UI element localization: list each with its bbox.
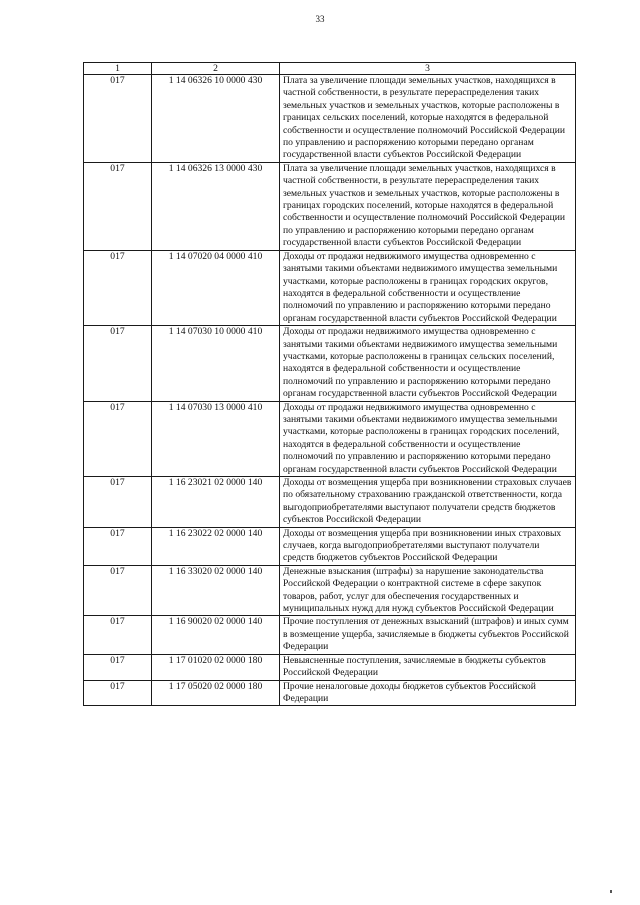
revenue-name-cell: Прочие поступления от денежных взысканий (штрафов) и иных сумм в возмещение ущерба, зачисляемые в бюджеты субъектов Российской Федерации xyxy=(280,616,576,654)
budget-code-cell: 1 14 06326 13 0000 430 xyxy=(152,162,280,250)
table-row xyxy=(84,616,576,654)
column-header-2: 2 xyxy=(152,63,280,75)
budget-code-cell: 1 14 07030 13 0000 410 xyxy=(152,401,280,476)
table-row xyxy=(84,680,576,706)
admin-code-cell: 017 xyxy=(84,401,152,476)
budget-code-cell: 1 14 07030 10 0000 410 xyxy=(152,326,280,401)
admin-code-cell: 017 xyxy=(84,326,152,401)
revenue-name-cell: Плата за увеличение площади земельных участков, находящихся в частной собственности, в результате перераспределения таких земельных участков и земельных участков, которые расположены в границах городских поселений, которые находятся в федеральной собственности и осуществление полномочий Российской Федерации по управлению и распоряжению которыми передано органам государственной власти субъектов Российской Федерации xyxy=(280,162,576,250)
budget-code-cell: 1 14 06326 10 0000 430 xyxy=(152,75,280,163)
admin-code-cell: 017 xyxy=(84,565,152,616)
admin-code-cell: 017 xyxy=(84,654,152,680)
table-row xyxy=(84,401,576,476)
table-row xyxy=(84,250,576,325)
budget-code-cell: 1 16 23021 02 0000 140 xyxy=(152,477,280,528)
budget-code-cell: 1 14 07020 04 0000 410 xyxy=(152,250,280,325)
table-row xyxy=(84,75,576,163)
table-row xyxy=(84,477,576,528)
revenue-name-cell: Доходы от возмещения ущерба при возникновении страховых случаев по обязательному страхованию гражданской ответственности, когда выгодоприобретателями выступают получатели средств бюджетов субъектов Российской Федерации xyxy=(280,477,576,528)
revenue-name-cell: Доходы от возмещения ущерба при возникновении иных страховых случаев, когда выгодоприобретателями выступают получатели средств бюджетов субъектов Российской Федерации xyxy=(280,527,576,565)
table-row xyxy=(84,565,576,616)
budget-code-cell: 1 16 90020 02 0000 140 xyxy=(152,616,280,654)
admin-code-cell: 017 xyxy=(84,616,152,654)
column-header-3: 3 xyxy=(280,63,576,75)
revenue-name-cell: Плата за увеличение площади земельных участков, находящихся в частной собственности, в результате перераспределения таких земельных участков и земельных участков, которые расположены в границах сельских поселений, которые находятся в федеральной собственности и осуществление полномочий Российской Федерации по управлению и распоряжению которыми передано органам государственной власти субъектов Российской Федерации xyxy=(280,75,576,163)
table-header-row xyxy=(84,63,576,75)
revenue-name-cell: Невыясненные поступления, зачисляемые в бюджеты субъектов Российской Федерации xyxy=(280,654,576,680)
revenue-name-cell: Доходы от продажи недвижимого имущества одновременно с занятыми такими объектами недвижимого имущества земельными участками, которые расположены в границах сельских поселений, находятся в федеральной собственности и осуществление полномочий по управлению и распоряжению которыми передано органам государственной власти субъектов Российской Федерации xyxy=(280,326,576,401)
table-row xyxy=(84,654,576,680)
budget-code-cell: 1 16 23022 02 0000 140 xyxy=(152,527,280,565)
budget-code-cell: 1 17 01020 02 0000 180 xyxy=(152,654,280,680)
revenue-codes-table xyxy=(83,62,576,706)
admin-code-cell: 017 xyxy=(84,680,152,706)
budget-code-cell: 1 16 33020 02 0000 140 xyxy=(152,565,280,616)
admin-code-cell: 017 xyxy=(84,75,152,163)
admin-code-cell: 017 xyxy=(84,477,152,528)
table-row xyxy=(84,162,576,250)
table-row xyxy=(84,527,576,565)
revenue-name-cell: Прочие неналоговые доходы бюджетов субъектов Российской Федерации xyxy=(280,680,576,706)
revenue-name-cell: Доходы от продажи недвижимого имущества одновременно с занятыми такими объектами недвижимого имущества земельными участками, которые расположены в границах городских поселений, находятся в федеральной собственности и осуществление полномочий по управлению и распоряжению которыми передано органам государственной власти субъектов Российской Федерации xyxy=(280,401,576,476)
admin-code-cell: 017 xyxy=(84,250,152,325)
column-header-1: 1 xyxy=(84,63,152,75)
admin-code-cell: 017 xyxy=(84,162,152,250)
budget-code-cell: 1 17 05020 02 0000 180 xyxy=(152,680,280,706)
scan-artifact xyxy=(610,890,612,893)
revenue-name-cell: Доходы от продажи недвижимого имущества одновременно с занятыми такими объектами недвижимого имущества земельными участками, которые расположены в границах городских округов, находятся в федеральной собственности и осуществление полномочий по управлению и распоряжению которыми передано органам государственной власти субъектов Российской Федерации xyxy=(280,250,576,325)
table-row xyxy=(84,326,576,401)
page-number: 33 xyxy=(315,14,325,24)
table-body xyxy=(84,75,576,706)
revenue-name-cell: Денежные взыскания (штрафы) за нарушение законодательства Российской Федерации о контрактной системе в сфере закупок товаров, работ, услуг для обеспечения государственных и муниципальных нужд для нужд субъектов Российской Федерации xyxy=(280,565,576,616)
admin-code-cell: 017 xyxy=(84,527,152,565)
